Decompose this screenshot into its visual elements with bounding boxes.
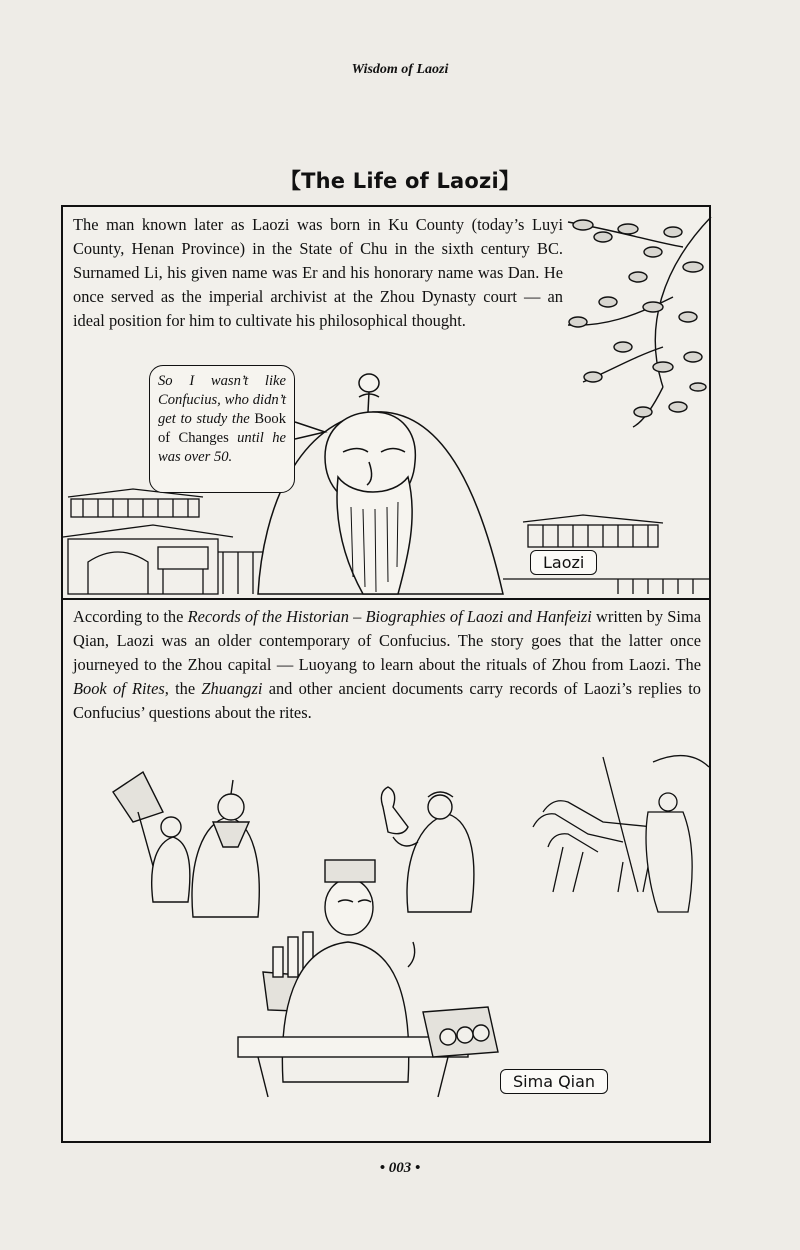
confucius-figure: [381, 787, 474, 912]
laozi-label: Laozi: [530, 550, 597, 575]
panel2-illustration: [63, 752, 709, 1132]
panel2-text: [73, 605, 701, 725]
bubble-text-part3: until he was over 50.: [158, 430, 286, 465]
panel2-text-e: , the: [164, 679, 196, 698]
buildings-left: [63, 489, 263, 594]
comic-frame: [61, 205, 711, 1143]
panel2-text-g: and other ancient documents carry records of Laozi’s replies to Confucius’ questions about the rites.: [73, 679, 701, 722]
running-head: Wisdom of Laozi: [351, 62, 449, 77]
section-title: 【The Life of Laozi】: [279, 169, 521, 193]
sima-qian-label: Sima Qian: [500, 1069, 608, 1094]
panel2-text-records: Records of the Historian – Biographies of Laozi and Hanfeizi: [187, 607, 592, 626]
attendants-figures: [113, 772, 259, 917]
panel1-text: The man known later as Laozi was born in Ku County (today’s Luyi County, Henan Province) in the State of Chu in the sixth century BC. Surnamed Li, his given name was Er and his honorary name was Dan. He once served as the imperial archivist at the Zhou Dynasty court — an ideal position for him to cultivate his philosophical thought.: [73, 215, 563, 330]
panel2-text-zhuangzi: Zhuangzi: [201, 679, 263, 698]
panel2-text-c: written by Sima Qian, Laozi was an older contemporary of Confucius. The story goes that the latter once journeyed to the Zhou capital — Luoyang to learn about the rituals of Zhou from Laozi. The: [73, 607, 701, 674]
panel-divider: [63, 598, 709, 600]
panel2-text-book-of-rites: Book of Rites: [73, 679, 165, 698]
bubble-text-book-title: Book of Changes: [158, 411, 286, 446]
horses-riders: [533, 756, 709, 912]
bubble-text-part1: So I wasn’t like Confucius, who didn’t get to study the: [158, 373, 286, 427]
tree-illustration: [568, 217, 711, 427]
panel2-text-a: According to the: [73, 607, 184, 626]
speech-bubble: [149, 365, 295, 493]
page-number: • 003 •: [379, 1160, 421, 1176]
